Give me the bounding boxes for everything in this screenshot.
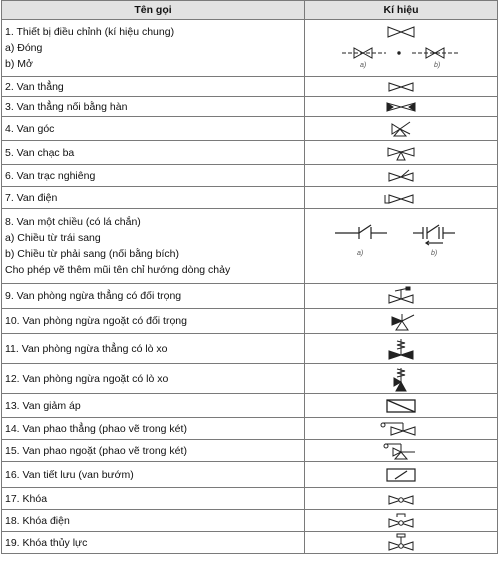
row-name: 3. Van thẳng nối bằng hàn — [2, 97, 305, 117]
row-symbol — [305, 77, 498, 97]
row-symbol — [305, 394, 498, 418]
table-row — [2, 284, 498, 309]
table-row — [2, 364, 498, 394]
row-name: 16. Van tiết lưu (van bướm) — [2, 462, 305, 488]
row-symbol — [305, 20, 498, 77]
table-row — [2, 488, 498, 510]
counterweight-relief-valve-icon — [383, 287, 419, 305]
valve-general-icon — [336, 23, 466, 73]
table-row — [2, 187, 498, 209]
pressure-reducing-valve-icon — [383, 398, 419, 414]
row-symbol — [305, 418, 498, 440]
row-symbol — [305, 532, 498, 554]
angle-valve-icon — [386, 120, 416, 138]
counterweight-angle-relief-valve-icon — [384, 311, 418, 331]
check-valve-icon — [331, 221, 471, 271]
table-row — [2, 165, 498, 187]
table-row — [2, 309, 498, 334]
row-line: b) Chiều từ phải sang (nối bằng bích) — [5, 248, 179, 260]
row-symbol — [305, 117, 498, 141]
row-symbol — [305, 510, 498, 532]
row-symbol — [305, 209, 498, 284]
table-row — [2, 117, 498, 141]
symbol-label: a) — [357, 250, 364, 257]
row-name: 5. Van chạc ba — [2, 141, 305, 165]
table-row — [2, 77, 498, 97]
straight-valve-icon — [381, 81, 421, 93]
table-row — [2, 532, 498, 554]
row-name: 17. Khóa — [2, 488, 305, 510]
row-name: 18. Khóa điện — [2, 510, 305, 532]
row-name: 19. Khóa thủy lực — [2, 532, 305, 554]
valve-symbol-table — [1, 0, 498, 554]
spring-relief-valve-icon — [383, 337, 419, 361]
symbol-label: b) — [434, 62, 441, 69]
row-symbol — [305, 309, 498, 334]
float-valve-icon — [379, 421, 423, 437]
row-line: a) Chiều từ trái sang — [5, 232, 101, 244]
row-name: 10. Van phòng ngừa ngoặt có đối trọng — [2, 309, 305, 334]
row-name: 11. Van phòng ngừa thẳng có lò xo — [2, 334, 305, 364]
electric-cock-icon — [383, 513, 419, 529]
row-symbol — [305, 334, 498, 364]
throttle-valve-icon — [383, 467, 419, 483]
row-symbol — [305, 165, 498, 187]
row-symbol — [305, 364, 498, 394]
row-symbol — [305, 440, 498, 462]
row-line: b) Mở — [5, 58, 33, 70]
row-name: 2. Van thẳng — [2, 77, 305, 97]
row-name: 13. Van giảm áp — [2, 394, 305, 418]
hydraulic-cock-icon — [383, 534, 419, 552]
row-line: 8. Van một chiều (có lá chắn) — [5, 216, 141, 228]
row-symbol — [305, 141, 498, 165]
table-row — [2, 334, 498, 364]
table-row — [2, 20, 498, 77]
table-row — [2, 462, 498, 488]
row-symbol — [305, 187, 498, 209]
row-line: a) Đóng — [5, 42, 43, 54]
row-line: 1. Thiết bị điều chỉnh (kí hiệu chung) — [5, 26, 175, 38]
row-line: Cho phép vẽ thêm mũi tên chỉ hướng dòng chảy — [5, 264, 231, 276]
row-symbol — [305, 284, 498, 309]
inclined-valve-icon — [383, 169, 419, 183]
cock-icon — [383, 492, 419, 506]
table-row — [2, 440, 498, 462]
spring-angle-relief-valve-icon — [386, 366, 416, 392]
header-symbol: Kí hiệu — [305, 1, 498, 20]
row-name: 4. Van góc — [2, 117, 305, 141]
symbol-label: a) — [360, 62, 367, 69]
table-row — [2, 141, 498, 165]
row-symbol — [305, 462, 498, 488]
electric-valve-icon — [383, 191, 419, 205]
row-name — [2, 209, 305, 284]
row-name — [2, 20, 305, 77]
welded-straight-valve-icon — [381, 101, 421, 113]
table-row — [2, 97, 498, 117]
header-name: Tên gọi — [2, 1, 305, 20]
symbol-label: b) — [431, 250, 438, 257]
three-way-valve-icon — [384, 144, 418, 162]
header-row — [2, 1, 498, 20]
row-symbol — [305, 488, 498, 510]
row-name: 15. Van phao ngoặt (phao vẽ trong két) — [2, 440, 305, 462]
table-row — [2, 209, 498, 284]
table-row — [2, 510, 498, 532]
table-row — [2, 394, 498, 418]
float-angle-valve-icon — [381, 442, 421, 460]
row-name: 12. Van phòng ngừa ngoặt có lò xo — [2, 364, 305, 394]
row-symbol — [305, 97, 498, 117]
row-name: 6. Van trạc nghiêng — [2, 165, 305, 187]
table-row — [2, 418, 498, 440]
row-name: 7. Van điện — [2, 187, 305, 209]
row-name: 14. Van phao thẳng (phao vẽ trong két) — [2, 418, 305, 440]
row-name: 9. Van phòng ngừa thẳng có đối trọng — [2, 284, 305, 309]
